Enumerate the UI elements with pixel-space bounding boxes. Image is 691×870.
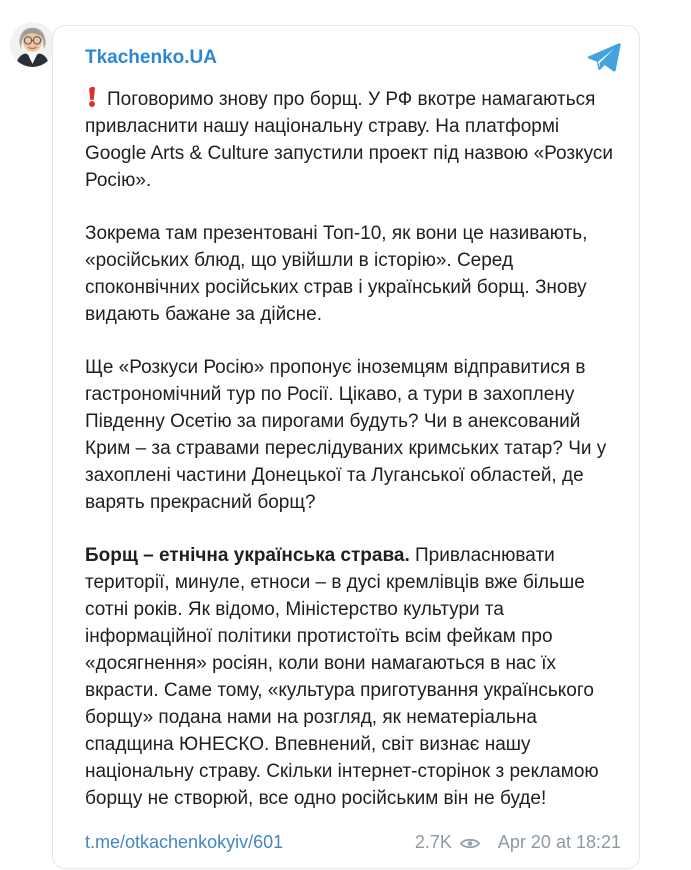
post-link[interactable]: t.me/otkachenkokyiv/601 (85, 832, 284, 852)
eye-icon (459, 837, 481, 850)
paragraph-text: Привласнювати території, минуле, етноси – в дусі кремлівців вже більше сотні років. Як відомо, Міністерство культури та інформаційної політики протистоїть всім фейкам про «досягнення» росіян, коли вони намагаються в нас їх вкрасти. Саме тому, «культура приготування українського борщу» подана нами на розгляд, як нематеріальна спадщина ЮНЕСКО. Впевнений, світ визнає нашу національну страву. Скільки інтернет-сторінок з рекламою борщу не створюй, все одно російським він не буде! (85, 545, 599, 809)
post-date[interactable]: Apr 20 at 18:21 (497, 832, 621, 852)
avatar[interactable] (10, 22, 55, 67)
post-meta (415, 830, 621, 854)
telegram-plane-icon[interactable] (587, 43, 621, 73)
post-footer (85, 830, 621, 856)
views-count: 2.7K (414, 832, 452, 852)
exclamation-emoji (87, 87, 97, 107)
message-text (85, 86, 621, 830)
paragraph (85, 86, 621, 194)
paragraph-text: Поговоримо знову про борщ. У РФ вкотре намагаються привласнити нашу національну страву. На платформі Google Arts & Culture запустили проект під назвою «Розкуси Росію». (85, 89, 613, 191)
bold-lead: Борщ – етнічна українська страва. (85, 545, 410, 566)
message-bubble (52, 25, 640, 869)
channel-name[interactable]: Tkachenko.UA (85, 47, 217, 68)
paragraph: Зокрема там презентовані Топ-10, як вони це називають, «російських блюд, що увійшли в історію». Серед споконвічних російських страв і український борщ. Знову видають бажане за дійсне. (85, 223, 588, 325)
avatar-portrait-illustration (10, 22, 55, 67)
paragraph: Ще «Розкуси Росію» пропонує іноземцям відправитися в гастрономічний тур по Росії. Цікаво, а тури в захоплену Південну Осетію за пирогами будуть? Чи в анексований Крим – за стравами переслідуваних кримських татар? Чи у захоплені частини Донецької та Луганської областей, де варять прекрасний борщ? (85, 357, 607, 513)
paragraph (85, 542, 621, 812)
post-header (85, 40, 621, 73)
